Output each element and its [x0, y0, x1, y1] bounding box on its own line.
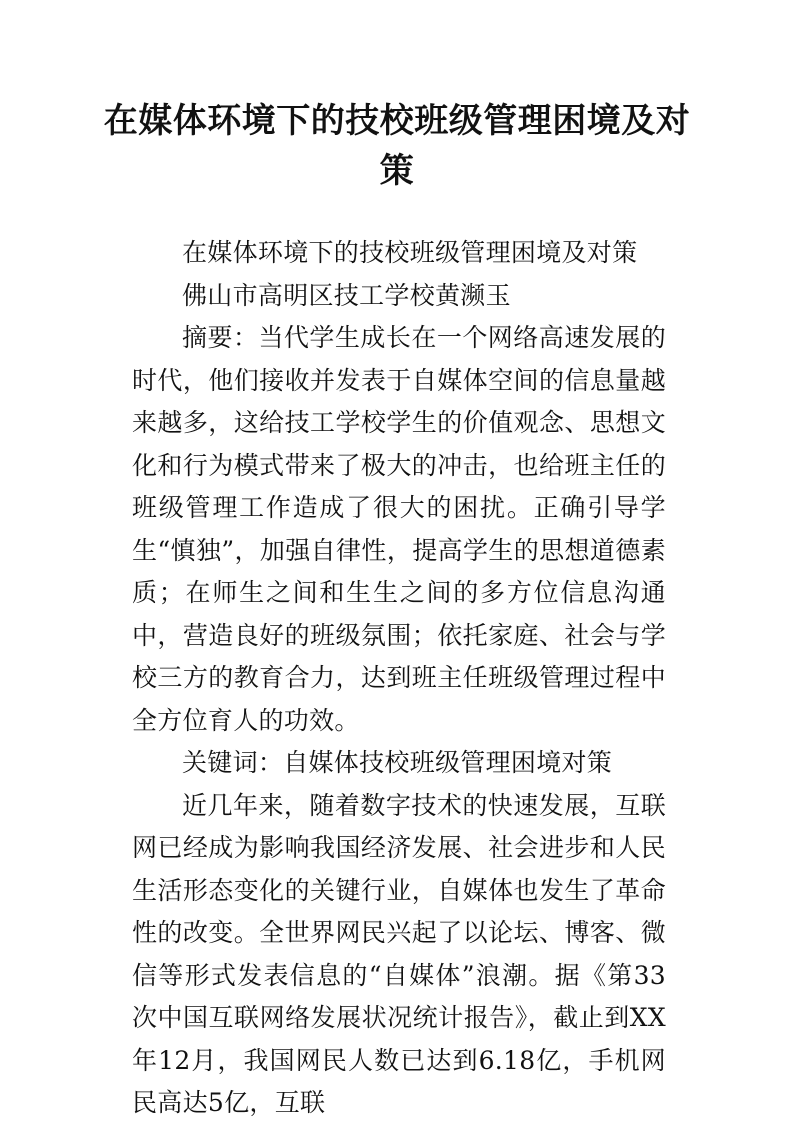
paragraph-abstract: 摘要：当代学生成长在一个网络高速发展的时代，他们接收并发表于自媒体空间的信息量越来越多，这给技工学校学生的价值观念、思想文化和行为模式带来了极大的冲击，也给班主任的班级管理工作造成了很大的困扰。正确引导学生“慎独”，加强自律性，提高学生的思想道德素质；在师生之间和生生之间的多方位信息沟通中，营造良好的班级氛围；依托家庭、社会与学校三方的教育合力，达到班主任班级管理过程中全方位育人的功效。	[132, 323, 666, 735]
paragraph-keywords: 关键词：自媒体技校班级管理困境对策	[182, 748, 613, 777]
paragraph-author: 佛山市高明区技工学校黄濒玉	[182, 280, 511, 310]
document-title: 在媒体环境下的技校班级管理困境及对策	[103, 101, 691, 191]
paragraph-subtitle: 在媒体环境下的技校班级管理困境及对策	[182, 238, 638, 267]
document-body	[132, 232, 666, 1125]
paragraph-body: 近几年来，随着数字技术的快速发展，互联网已经成为影响我国经济发展、社会进步和人民生活形态变化的关键行业，自媒体也发生了革命性的改变。全世界网民兴起了以论坛、博客、微信等形式发表信息的“自媒体”浪潮。据《第33次中国互联网络发展状况统计报告》，截止到XX年12月，我国网民人数已达到6.18亿，手机网民高达5亿，互联	[132, 790, 666, 1117]
